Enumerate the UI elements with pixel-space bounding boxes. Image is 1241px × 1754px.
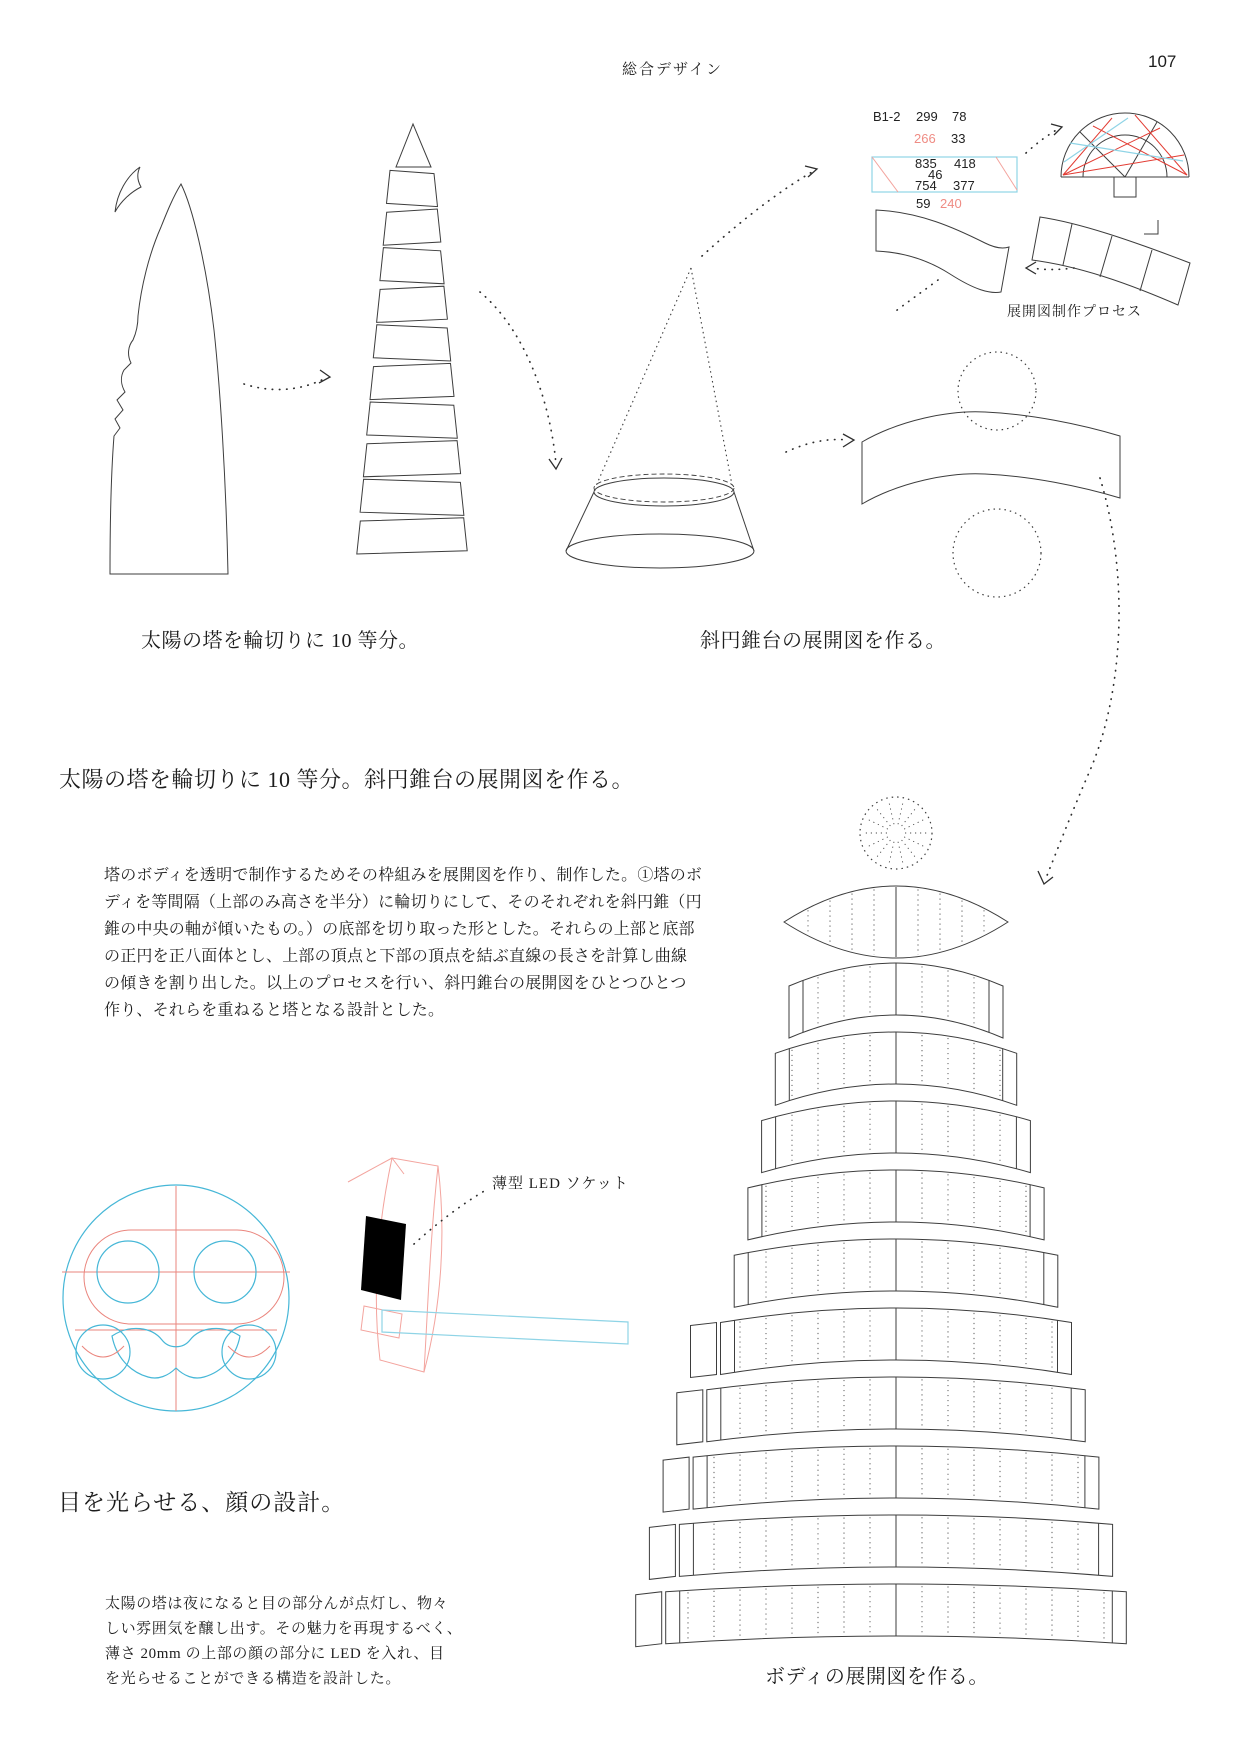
page-number: 107 bbox=[1148, 52, 1177, 71]
measurement-value: 754 bbox=[915, 178, 937, 193]
paragraph-line: を光らせることができる構造を設計した。 bbox=[105, 1671, 401, 1687]
oblique-cone-drawing bbox=[594, 268, 734, 502]
led-label-leader-line bbox=[414, 1190, 486, 1244]
paragraph-line: しい雰囲気を醸し出す。その魅力を再現するべく、 bbox=[105, 1621, 463, 1637]
paragraph-line: 太陽の塔は夜になると目の部分んが点灯し、物々 bbox=[105, 1596, 449, 1612]
tower-silhouette-drawing bbox=[110, 167, 228, 574]
body-leaf-band bbox=[784, 886, 1008, 958]
paragraph-line: ディを等間隔（上部のみ高さを半分）に輪切りにして、そのそれぞれを斜円錐（円 bbox=[104, 894, 702, 911]
dotted-arrow-band-to-band bbox=[1026, 262, 1074, 274]
measurement-value-red: 240 bbox=[940, 196, 962, 211]
guide-circle-bottom bbox=[953, 509, 1041, 597]
face-design-drawing bbox=[62, 1185, 290, 1411]
band-unfold-left bbox=[876, 210, 1009, 292]
measurement-value: 46 bbox=[928, 167, 943, 182]
measurement-value: 835 bbox=[915, 156, 937, 171]
dotted-arrow-to-body-unfold bbox=[1038, 478, 1119, 884]
measurement-value: 33 bbox=[951, 131, 966, 146]
arch-band-drawing bbox=[862, 412, 1120, 504]
measurement-value: 377 bbox=[953, 178, 975, 193]
corner-bracket-mark bbox=[1144, 220, 1158, 234]
section-paragraph-face bbox=[105, 1592, 462, 1692]
dotted-arrow-cone-to-measurements bbox=[702, 166, 817, 256]
paragraph-line: 薄さ 20mm の上部の顔の部分に LED を入れ、目 bbox=[105, 1646, 445, 1662]
dotted-arrow-measurements-to-fan bbox=[1026, 124, 1062, 153]
paragraph-line: の傾きを割り出した。以上のプロセスを行い、斜円錐台の展開図をひとつひとつ bbox=[104, 975, 687, 992]
dotted-arrow-slices-to-cone bbox=[480, 292, 562, 469]
dotted-trail-band bbox=[892, 280, 938, 314]
caption-body: ボディの展開図を作る。 bbox=[765, 1666, 989, 1688]
sliced-tower-drawing bbox=[357, 124, 467, 554]
body-band-stack bbox=[636, 963, 1127, 1647]
frustum-drawing bbox=[566, 478, 754, 568]
process-diagram-label: 展開図制作プロセス bbox=[1007, 305, 1142, 320]
section-heading-face: 目を光らせる、顔の設計。 bbox=[58, 1490, 346, 1515]
caption-cone: 斜円錐台の展開図を作る。 bbox=[700, 630, 946, 652]
page-header-title: 総合デザイン bbox=[622, 62, 723, 78]
guide-circle-top bbox=[958, 352, 1036, 430]
measurement-value: 299 bbox=[916, 109, 938, 124]
paragraph-line: 作り、それらを重ねると塔となる設計とした。 bbox=[104, 1002, 445, 1019]
measurement-value-red: 266 bbox=[914, 131, 936, 146]
measurement-box-drawing bbox=[872, 157, 1017, 192]
measurement-value: 78 bbox=[952, 109, 967, 124]
fan-unfold-drawing bbox=[1061, 113, 1189, 197]
led-socket-black-panel bbox=[361, 1216, 406, 1300]
section-heading-process: 太陽の塔を輪切りに 10 等分。斜円錐台の展開図を作る。 bbox=[59, 767, 635, 792]
paragraph-line: の正円を正八面体とし、上部の頂点と下部の頂点を結ぶ直線の長さを計算し曲線 bbox=[104, 948, 688, 965]
body-top-circle-spokes bbox=[863, 801, 929, 865]
paragraph-line: 錐の中央の軸が傾いたもの。）の底部を切り取った形とした。それらの上部と底部 bbox=[104, 921, 695, 938]
section-paragraph-process bbox=[104, 862, 702, 1024]
measurement-value: 418 bbox=[954, 156, 976, 171]
dotted-arrow-silhouette-to-slices bbox=[244, 370, 330, 390]
measurement-part-id: B1-2 bbox=[873, 109, 901, 124]
body-unfold-drawing bbox=[636, 797, 1127, 1647]
dotted-arrow-frustum-to-arch-band bbox=[786, 434, 854, 452]
band-unfold-right bbox=[1032, 217, 1190, 305]
led-socket-label: 薄型 LED ソケット bbox=[492, 1176, 629, 1192]
caption-slice: 太陽の塔を輪切りに 10 等分。 bbox=[141, 630, 419, 652]
measurement-value: 59 bbox=[916, 196, 931, 211]
paragraph-line: 塔のボディを透明で制作するためその枠組みを展開図を作り、制作した。①塔のボ bbox=[104, 867, 703, 884]
